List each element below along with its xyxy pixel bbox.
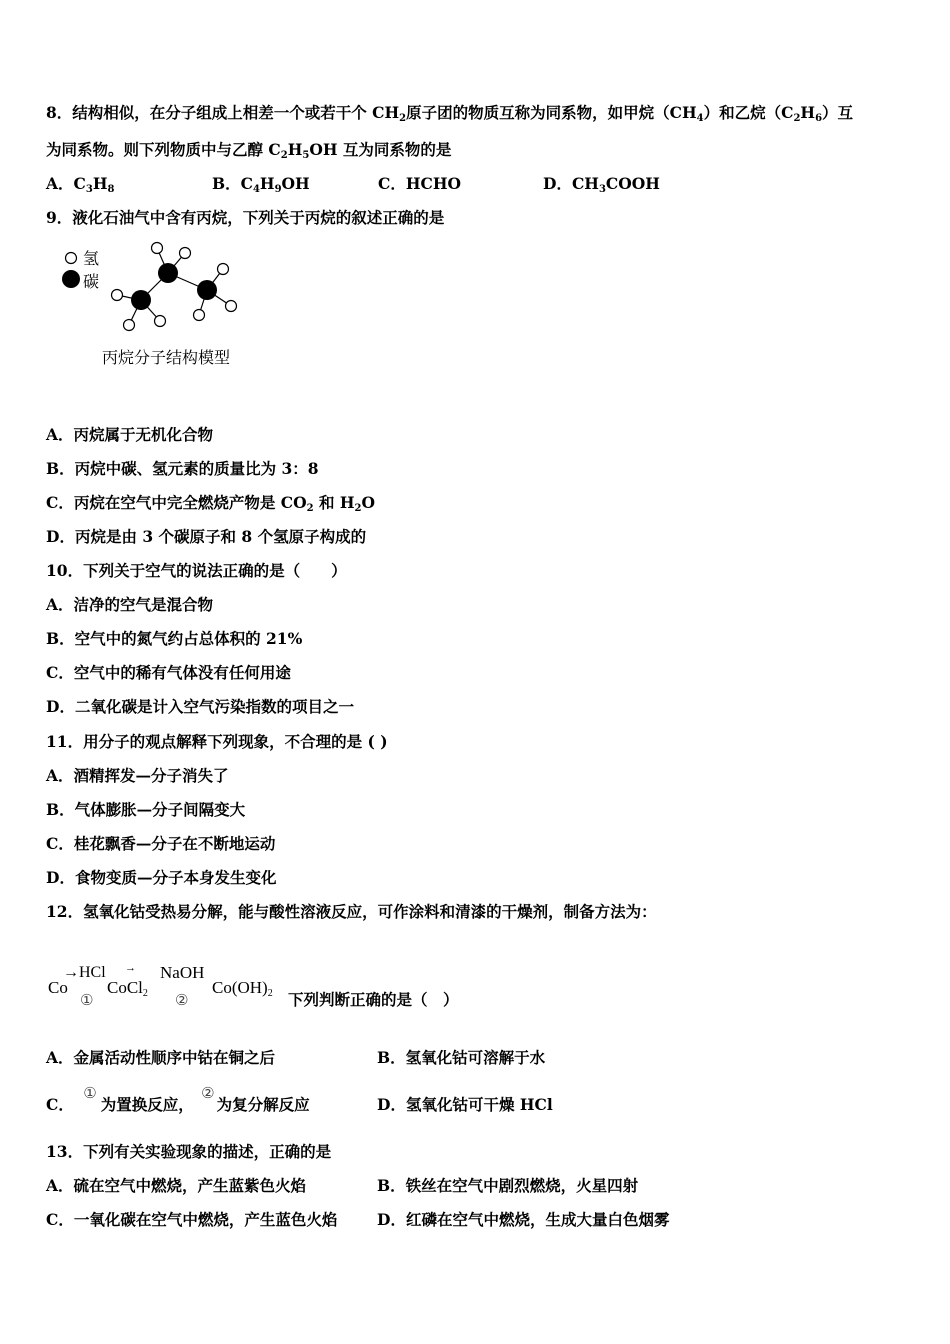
rx-arrow1-label: →HCl [63, 964, 106, 981]
model-caption: 丙烷分子结构模型 [102, 348, 231, 367]
q9-option-d: D．丙烷是由 3 个碳原子和 8 个氢原子构成的 [46, 527, 367, 546]
q9-option-c: C．丙烷在空气中完全燃烧产物是 $CO_2$ 和 $H_2O$ [46, 493, 375, 514]
legend-hydrogen: 氢 [83, 249, 100, 268]
q8-stem-line2: 为同系物。则下列物质中与乙醇 $C_2H_5OH$ 互为同系物的是 [46, 140, 452, 161]
legend-carbon: 碳 [83, 272, 100, 291]
q10-option-d: D．二氧化碳是计入空气污染指数的项目之一 [46, 697, 354, 716]
q12-stem-tail: 下列判断正确的是（ ） [288, 990, 459, 1009]
q12-option-a: A．金属活动性顺序中钴在铜之后 [46, 1048, 276, 1067]
q13-option-b: B．铁丝在空气中剧烈燃烧，火星四射 [377, 1176, 639, 1195]
q8-stem-line1: 8．结构相似，在分子组成上相差一个或若干个 $CH_2$原子团的物质互称为同系物，如甲烷$(CH_4)$和乙烷$(C_2H_6)$互 [46, 103, 854, 124]
q11-option-b: B．气体膨胀—分子间隔变大 [46, 800, 246, 819]
q9-stem: 9．液化石油气中含有丙烷，下列关于丙烷的叙述正确的是 [46, 208, 445, 227]
rx-arrow2-head: → [125, 962, 136, 974]
q11-option-d: D．食物变质—分子本身发生变化 [46, 868, 277, 887]
q9-option-a: A．丙烷属于无机化合物 [46, 425, 214, 444]
q10-stem: 10．下列关于空气的说法正确的是（ ） [46, 561, 347, 580]
q10-option-a: A．洁净的空气是混合物 [46, 595, 214, 614]
q13-option-c: C．一氧化碳在空气中燃烧，产生蓝色火焰 [46, 1210, 338, 1229]
q11-option-c: C．桂花飘香—分子在不断地运动 [46, 834, 276, 853]
q13-stem: 13．下列有关实验现象的描述，正确的是 [46, 1142, 332, 1161]
q10-option-c: C．空气中的稀有气体没有任何用途 [46, 663, 291, 682]
q9-option-b: B．丙烷中碳、氢元素的质量比为 3：8 [46, 459, 319, 478]
q13-option-a: A．硫在空气中燃烧，产生蓝紫色火焰 [46, 1176, 307, 1195]
q8-option-d: D．$CH_3COOH$ [543, 174, 660, 195]
q12-option-b: B．氢氧化钴可溶解于水 [377, 1048, 546, 1067]
rx-arrow2-label: NaOH [160, 963, 205, 982]
q12-stem: 12．氢氧化钴受热易分解，能与酸性溶液反应，可作涂料和清漆的干燥剂，制备方法为： [46, 902, 657, 921]
q10-option-b: B．空气中的氮气约占总体积的 21% [46, 629, 303, 648]
q12-c-step1-marker: ① [83, 1084, 97, 1102]
q12-option-c: C． ①为置换反应， ②为复分解反应 [46, 1084, 310, 1114]
q12-option-d: D．氢氧化钴可干燥 HCl [377, 1095, 553, 1114]
q11-stem: 11．用分子的观点解释下列现象，不合理的是 ( ) [46, 732, 388, 751]
q12-c-step2-marker: ② [201, 1084, 215, 1102]
q8-option-c: C．HCHO [378, 174, 461, 193]
q8-option-a: A．$C_3H_8$ [46, 174, 115, 195]
rx-step2-marker: ② [175, 991, 189, 1009]
q8-option-b: B．$C_4H_9OH$ [212, 174, 310, 195]
rx-step1-marker: ① [80, 991, 94, 1009]
rx-cobalt-chloride: CoCl$_2$ [107, 978, 148, 999]
q13-option-d: D．红磷在空气中燃烧，生成大量白色烟雾 [377, 1210, 670, 1229]
rx-cobalt: Co [48, 978, 68, 997]
rx-cobalt-hydroxide: $Co(OH)_2$ [212, 978, 273, 999]
q11-option-a: A．酒精挥发—分子消失了 [46, 766, 229, 785]
